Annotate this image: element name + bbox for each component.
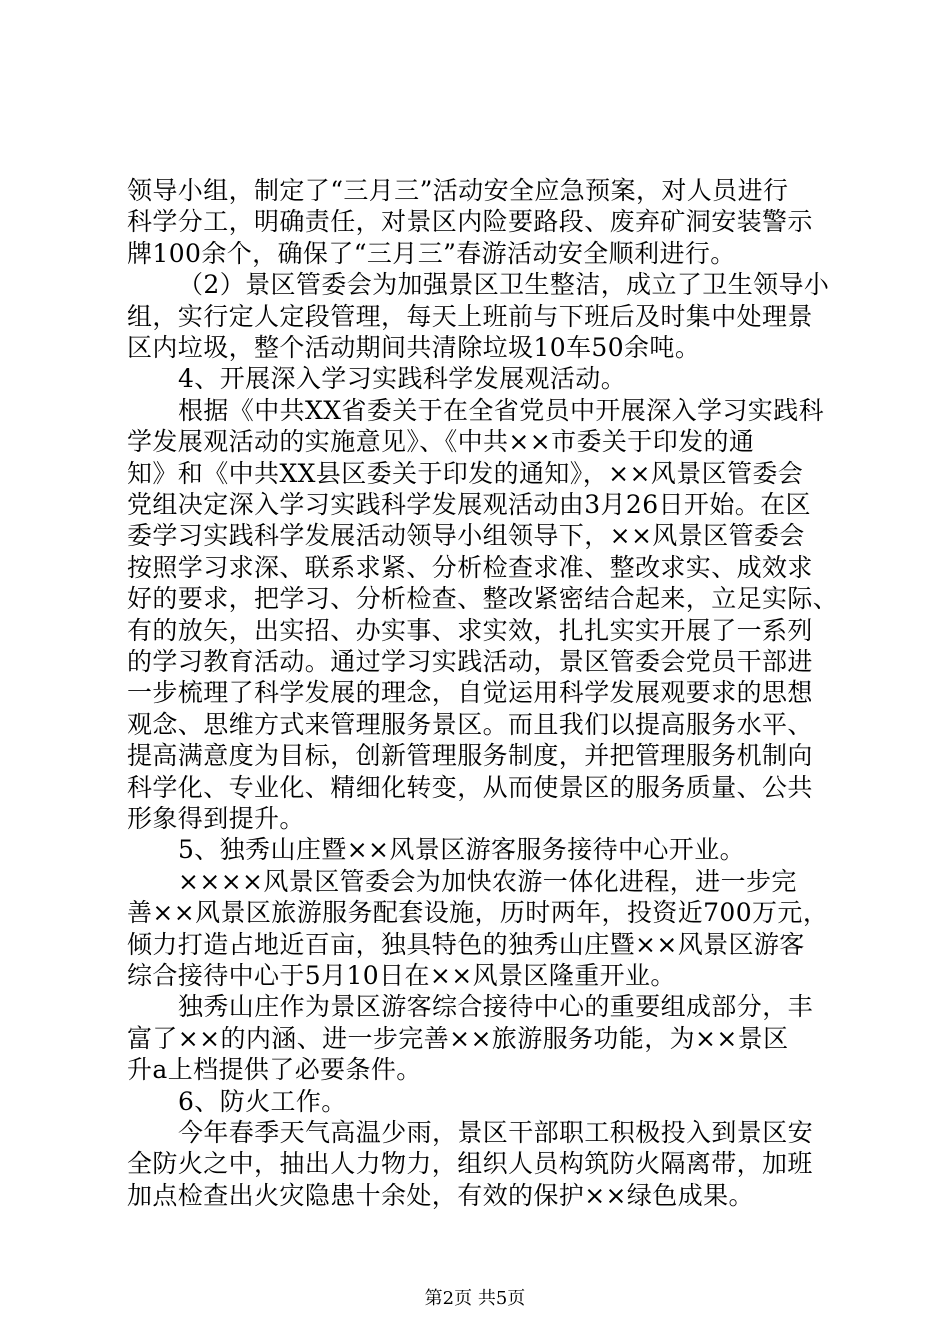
text-line: 按照学习求深、联系求紧、分析检查求准、整改求实、成效求 [127, 553, 813, 582]
text-line: 提高满意度为目标，创新管理服务制度，并把管理服务机制向 [127, 741, 813, 770]
text-line: 区内垃圾，整个活动期间共清除垃圾10车50余吨。 [127, 333, 701, 362]
section-heading: 5、独秀山庄暨××风景区游客服务接待中心开业。 [178, 835, 746, 864]
text-line: 根据《中共XX省委关于在全省党员中开展深入学习实践科 [178, 396, 824, 425]
text-line: 科学化、专业化、精细化转变，从而使景区的服务质量、公共 [127, 773, 813, 802]
text-line: 善××风景区旅游服务配套设施，历时两年，投资近700万元， [127, 898, 829, 927]
text-line: 牌100余个，确保了“三月三”春游活动安全顺利进行。 [127, 239, 736, 268]
text-line: ××××风景区管委会为加快农游一体化进程，进一步完 [178, 867, 797, 896]
text-line: 党组决定深入学习实践科学发展观活动由3月26日开始。在区 [127, 490, 811, 519]
text-line: 倾力打造占地近百亩，独具特色的独秀山庄暨××风景区游客 [127, 930, 805, 959]
text-line: 今年春季天气高温少雨，景区干部职工积极投入到景区安 [178, 1118, 814, 1147]
text-line: 有的放矢，出实招、办实事、求实效，扎扎实实开展了一系列 [127, 616, 813, 645]
text-line: 好的要求，把学习、分析检查、整改紧密结合起来，立足实际、 [127, 584, 839, 613]
section-heading: 6、防火工作。 [178, 1087, 347, 1116]
text-line: 升a上档提供了必要条件。 [127, 1055, 422, 1084]
text-line: 富了××的内涵、进一步完善××旅游服务功能，为××景区 [127, 1024, 789, 1053]
text-line: 形象得到提升。 [127, 804, 305, 833]
text-line: 综合接待中心于5月10日在××风景区隆重开业。 [127, 961, 676, 990]
text-line: 委学习实践科学发展活动领导小组领导下，××风景区管委会 [127, 521, 805, 550]
text-line: 全防火之中，抽出人力物力，组织人员构筑防火隔离带，加班 [127, 1149, 813, 1178]
text-line: 科学分工，明确责任，对景区内险要路段、废弃矿洞安装警示 [127, 207, 813, 236]
page-number-footer: 第2页 共5页 [424, 1288, 526, 1309]
section-heading: 4、开展深入学习实践科学发展观活动。 [178, 364, 627, 393]
text-line: 知》和《中共XX县区委关于印发的通知》，××风景区管委会 [127, 459, 804, 488]
text-line: 一步梳理了科学发展的理念，自觉运用科学发展观要求的思想 [127, 678, 813, 707]
text-line: 的学习教育活动。通过学习实践活动，景区管委会党员干部进 [127, 647, 813, 676]
text-line: 观念、思维方式来管理服务景区。而且我们以提高服务水平、 [127, 710, 813, 739]
text-line: 学发展观活动的实施意见》、《中共××市委关于印发的通 [127, 427, 755, 456]
text-line: 组，实行定人定段管理，每天上班前与下班后及时集中处理景 [127, 302, 813, 331]
text-line: 领导小组，制定了“三月三”活动安全应急预案，对人员进行 [127, 176, 789, 205]
text-line: 独秀山庄作为景区游客综合接待中心的重要组成部分，丰 [178, 992, 814, 1021]
text-line: （2）景区管委会为加强景区卫生整洁，成立了卫生领导小 [178, 270, 830, 299]
text-line: 加点检查出火灾隐患十余处，有效的保护××绿色成果。 [127, 1181, 754, 1210]
